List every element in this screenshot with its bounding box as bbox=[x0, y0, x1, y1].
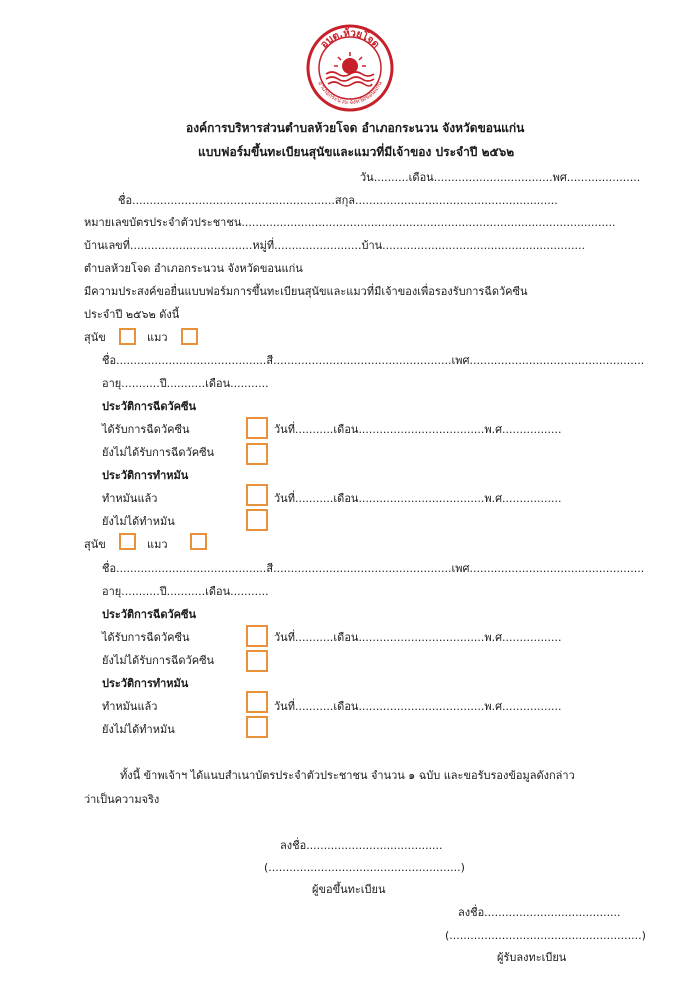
applicant-printed-name-field[interactable]: (.......................................................) bbox=[264, 861, 465, 874]
animal2-sterile-heading: ประวัติการทำหมัน bbox=[102, 677, 189, 690]
animal1-sterile-heading: ประวัติการทำหมัน bbox=[102, 469, 189, 482]
animal1-not-vaccinated-label: ยังไม่ได้รับการฉีดวัคซีน bbox=[102, 446, 215, 459]
animal2-cat-checkbox[interactable] bbox=[190, 533, 207, 550]
animal2-vaccine-date-field[interactable]: วันที่...........เดือน....................................พ.ศ................. bbox=[274, 631, 562, 644]
animal1-name-field[interactable]: ชื่อ...........................................สี...................................................เพศ.................................................. bbox=[102, 354, 645, 367]
animal1-sterile-date-field[interactable]: วันที่...........เดือน....................................พ.ศ................. bbox=[274, 492, 562, 505]
animal1-vaccinated-checkbox[interactable] bbox=[246, 417, 268, 439]
animal2-vaccine-heading: ประวัติการฉีดวัคซีน bbox=[102, 608, 197, 621]
id-card-field[interactable]: หมายเลขบัตรประจำตัวประชาชน........................................................................................................... bbox=[84, 216, 616, 229]
applicant-name-field[interactable]: ชื่อ..........................................................สกุล.......................................................... bbox=[118, 194, 558, 207]
animal1-not-vaccinated-checkbox[interactable] bbox=[246, 443, 268, 465]
seal-top-text: อบต.ห้วยโจด bbox=[318, 27, 382, 51]
animal1-sterilized-label: ทำหมันแล้ว bbox=[102, 492, 158, 505]
animal1-dog-checkbox[interactable] bbox=[119, 328, 136, 345]
animal2-dog-checkbox[interactable] bbox=[119, 533, 136, 550]
registrar-signature-field[interactable]: ลงชื่อ....................................... bbox=[458, 906, 621, 919]
animal1-dog-label: สุนัข bbox=[84, 331, 106, 344]
applicant-signature-field[interactable]: ลงชื่อ....................................... bbox=[280, 839, 443, 852]
animal2-vaccinated-label: ได้รับการฉีดวัคซีน bbox=[102, 631, 190, 644]
declaration-line-1: ทั้งนี้ ข้าพเจ้าฯ ได้แนบสำเนาบัตรประจำตัวประชาชน จำนวน ๑ ฉบับ และขอรับรองข้อมูลดังกล่าว bbox=[120, 769, 575, 782]
declaration-line-2: ว่าเป็นความจริง bbox=[84, 793, 160, 806]
animal2-sterile-date-field[interactable]: วันที่...........เดือน....................................พ.ศ................. bbox=[274, 700, 562, 713]
animal1-age-field[interactable]: อายุ...........ปี...........เดือน........... bbox=[102, 377, 269, 390]
seal-bottom-text: อำเภอกระนวน จังหวัดขอนแก่น bbox=[316, 80, 384, 107]
animal1-not-sterilized-checkbox[interactable] bbox=[246, 509, 268, 531]
animal1-sterilized-checkbox[interactable] bbox=[246, 484, 268, 506]
date-line: วัน..........เดือน..................................พศ..................... bbox=[360, 171, 641, 184]
location-text: ตำบลห้วยโจด อำเภอกระนวน จังหวัดขอนแก่น bbox=[84, 262, 303, 275]
animal2-name-field[interactable]: ชื่อ...........................................สี...................................................เพศ.................................................. bbox=[102, 562, 645, 575]
registrar-role-label: ผู้รับลงทะเบียน bbox=[497, 951, 567, 964]
animal2-cat-label: แมว bbox=[147, 538, 168, 551]
animal2-sterilized-checkbox[interactable] bbox=[246, 691, 268, 713]
animal1-vaccine-heading: ประวัติการฉีดวัคซีน bbox=[102, 400, 197, 413]
purpose-line-2: ประจำปี ๒๕๖๒ ดังนี้ bbox=[84, 308, 180, 321]
animal2-age-field[interactable]: อายุ...........ปี...........เดือน........... bbox=[102, 585, 269, 598]
animal2-not-vaccinated-label: ยังไม่ได้รับการฉีดวัคซีน bbox=[102, 654, 215, 667]
purpose-line-1: มีความประสงค์ขอยื่นแบบฟอร์มการขึ้นทะเบียนสุนัขและแมวที่มีเจ้าของเพื่อรองรับการฉีดวัคซีน bbox=[84, 285, 528, 298]
animal2-sterilized-label: ทำหมันแล้ว bbox=[102, 700, 158, 713]
animal1-vaccine-date-field[interactable]: วันที่...........เดือน....................................พ.ศ................. bbox=[274, 423, 562, 436]
animal1-not-sterilized-label: ยังไม่ได้ทำหมัน bbox=[102, 515, 175, 528]
address-field[interactable]: บ้านเลขที่...................................หมู่ที่.........................บ้าน.......................................................... bbox=[84, 239, 585, 252]
animal1-cat-checkbox[interactable] bbox=[181, 328, 198, 345]
animal1-cat-label: แมว bbox=[147, 331, 168, 344]
header-organization: องค์การบริหารส่วนตำบลห้วยโจด อำเภอกระนวน จังหวัดขอนแก่น bbox=[186, 121, 525, 135]
applicant-role-label: ผู้ขอขึ้นทะเบียน bbox=[312, 883, 386, 896]
animal2-dog-label: สุนัข bbox=[84, 538, 106, 551]
header-form-title: แบบฟอร์มขึ้นทะเบียนสุนัขและแมวที่มีเจ้าของ ประจำปี ๒๕๖๒ bbox=[198, 145, 515, 159]
animal2-vaccinated-checkbox[interactable] bbox=[246, 625, 268, 647]
svg-text:อบต.ห้วยโจด bbox=[319, 27, 382, 51]
animal2-not-vaccinated-checkbox[interactable] bbox=[246, 650, 268, 672]
animal2-not-sterilized-label: ยังไม่ได้ทำหมัน bbox=[102, 723, 175, 736]
animal1-vaccinated-label: ได้รับการฉีดวัคซีน bbox=[102, 423, 190, 436]
animal2-not-sterilized-checkbox[interactable] bbox=[246, 716, 268, 738]
registrar-printed-name-field[interactable]: (.......................................................) bbox=[445, 929, 646, 942]
organization-seal-logo bbox=[306, 24, 394, 112]
